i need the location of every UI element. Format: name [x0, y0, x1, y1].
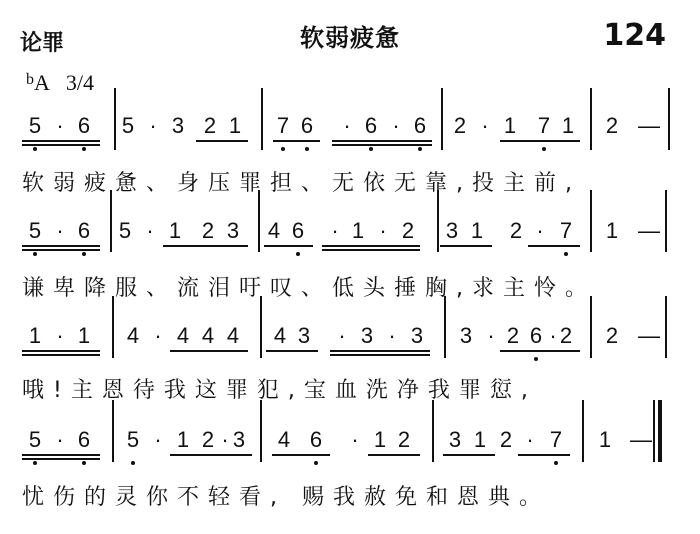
note-digit: 6: [297, 113, 317, 139]
note-digit: 1: [351, 218, 365, 243]
octave-dot-below: [82, 252, 86, 256]
beam-underline: [170, 454, 252, 456]
note-digit: 1: [503, 113, 517, 138]
beam-underline: [322, 245, 420, 247]
note-digit: 4: [267, 218, 281, 243]
beam-underline: [518, 454, 570, 456]
note-digit: 2: [605, 323, 619, 348]
dot-extension: ·: [154, 427, 162, 452]
note-digit: 2: [499, 427, 513, 452]
hymn-title: 软弱疲惫: [300, 24, 400, 52]
beam-underline: [528, 245, 580, 247]
bar-line: [590, 88, 592, 150]
dot-extension: ·: [56, 218, 64, 243]
note-digit: 1: [470, 218, 484, 243]
note-digit: 3: [232, 427, 246, 452]
note-digit: 5: [121, 113, 135, 138]
note-digit: 3: [445, 218, 459, 243]
beam-underline: [196, 140, 248, 142]
beam-underline: [500, 350, 580, 352]
note-digit: 2: [453, 113, 467, 138]
octave-dot-below: [82, 461, 86, 465]
note-digit: 1: [473, 427, 487, 452]
dot-extension: ·: [331, 218, 339, 243]
dot-extension: ·: [392, 113, 400, 138]
octave-dot-below: [305, 147, 309, 151]
note-digit: 1: [228, 113, 242, 138]
octave-dot-below: [554, 461, 558, 465]
dot-extension: ·: [154, 323, 162, 348]
note-digit: 3: [410, 323, 424, 348]
note-digit: 4: [126, 323, 140, 348]
note-digit: 6: [410, 113, 430, 139]
bar-line: [114, 88, 116, 150]
beam-underline: [322, 249, 420, 251]
octave-dot-below: [33, 252, 37, 256]
dash-extension: —: [638, 323, 660, 348]
note-digit: 1: [605, 218, 619, 243]
note-digit: 6: [361, 113, 381, 139]
note-digit: 5: [25, 427, 45, 453]
dash-extension: —: [638, 218, 660, 243]
note-digit: 2: [509, 218, 523, 243]
key-letter: A: [34, 70, 50, 95]
note-digit: 6: [306, 427, 326, 453]
dot-extension: ·: [379, 218, 387, 243]
category-label: 论罪: [20, 31, 65, 56]
octave-dot-below: [542, 147, 546, 151]
octave-dot-below: [564, 252, 568, 256]
note-digit: 4: [201, 323, 215, 348]
lyric-line-1: 软弱疲惫、身压罪担、无依无靠,投主前,: [22, 171, 581, 196]
note-digit: 3: [297, 323, 311, 348]
octave-dot-below: [296, 252, 300, 256]
note-digit: 7: [534, 113, 554, 139]
bar-line: [582, 400, 584, 462]
dot-extension: ·: [146, 218, 154, 243]
note-digit: 7: [546, 427, 566, 453]
flat-symbol: b: [26, 71, 34, 88]
beam-underline: [22, 354, 100, 356]
note-digit: 2: [559, 323, 573, 348]
beam-underline: [22, 454, 100, 456]
beam-underline: [332, 144, 432, 146]
note-digit: 2: [201, 218, 215, 243]
bar-line: [658, 400, 662, 462]
bar-line: [665, 190, 667, 252]
beam-underline: [272, 454, 330, 456]
note-digit: 6: [74, 218, 94, 244]
dash-extension: —: [638, 113, 660, 138]
note-digit: 2: [201, 427, 215, 452]
note-digit: 5: [118, 218, 132, 243]
note-digit: 4: [226, 323, 240, 348]
beam-underline: [266, 350, 318, 352]
bar-line: [112, 296, 114, 358]
octave-dot-below: [418, 147, 422, 151]
note-digit: 7: [556, 218, 576, 244]
note-digit: 4: [277, 427, 291, 452]
bar-line: [665, 296, 667, 358]
dot-extension: ·: [526, 427, 534, 452]
dot-extension: ·: [536, 218, 544, 243]
beam-underline: [273, 140, 320, 142]
dot-extension: ·: [149, 113, 157, 138]
beam-underline: [22, 245, 100, 247]
beam-underline: [264, 245, 313, 247]
note-digit: 6: [74, 113, 94, 139]
lyric-line-2: 谦卑降服、流泪吁叹、低头捶胸,求主怜。: [22, 276, 596, 301]
note-digit: 6: [74, 427, 94, 453]
dot-extension: ·: [343, 113, 351, 138]
bar-line: [260, 400, 262, 462]
octave-dot-below: [281, 147, 285, 151]
dot-extension: ·: [388, 323, 396, 348]
dot-extension: ·: [221, 427, 229, 452]
lyric-line-4: 忧伤的灵你不轻看, 赐我赦免和恩典。: [22, 485, 550, 510]
note-digit: 4: [176, 323, 190, 348]
note-digit: 3: [226, 218, 240, 243]
note-digit: 5: [25, 218, 45, 244]
dot-extension: ·: [56, 323, 64, 348]
octave-dot-below: [314, 461, 318, 465]
note-digit: 4: [273, 323, 287, 348]
beam-underline: [330, 354, 430, 356]
lyric-line-3: 哦!主恩待我这罪犯,宝血洗净我罪愆,: [22, 378, 537, 403]
note-digit: 1: [168, 218, 182, 243]
octave-dot-below: [131, 461, 135, 465]
octave-dot-below: [534, 357, 538, 361]
octave-dot-below: [82, 147, 86, 151]
beam-underline: [22, 458, 100, 460]
beam-underline: [440, 245, 492, 247]
dot-extension: ·: [56, 427, 64, 452]
note-digit: 2: [605, 113, 619, 138]
note-digit: 2: [397, 427, 411, 452]
beam-underline: [22, 249, 100, 251]
beam-underline: [22, 140, 100, 142]
bar-line: [441, 88, 443, 150]
time-signature: 3/4: [65, 70, 95, 95]
note-digit: 6: [288, 218, 308, 244]
key-signature: [26, 70, 94, 96]
note-digit: 5: [25, 113, 45, 139]
final-bar-line: [653, 400, 655, 462]
beam-underline: [443, 454, 495, 456]
bar-line: [432, 400, 434, 462]
note-digit: 3: [459, 323, 473, 348]
octave-dot-below: [369, 147, 373, 151]
note-digit: 1: [176, 427, 190, 452]
beam-underline: [22, 144, 100, 146]
beam-underline: [330, 350, 430, 352]
bar-line: [444, 296, 446, 358]
beam-underline: [22, 350, 100, 352]
dot-extension: ·: [56, 113, 64, 138]
note-digit: 1: [28, 323, 42, 348]
octave-dot-below: [33, 461, 37, 465]
note-digit: 3: [448, 427, 462, 452]
note-digit: 7: [273, 113, 293, 139]
note-digit: 2: [506, 323, 520, 348]
note-digit: 6: [526, 323, 546, 349]
bar-line: [668, 88, 670, 150]
octave-dot-below: [33, 147, 37, 151]
bar-line: [590, 296, 592, 358]
dot-extension: ·: [338, 323, 346, 348]
bar-line: [261, 88, 263, 150]
note-digit: 2: [203, 113, 217, 138]
beam-underline: [368, 454, 420, 456]
dot-extension: ·: [487, 323, 495, 348]
note-digit: 1: [598, 427, 612, 452]
beam-underline: [500, 140, 580, 142]
bar-line: [110, 190, 112, 252]
dot-extension: ·: [351, 427, 359, 452]
note-digit: 3: [360, 323, 374, 348]
note-digit: 2: [401, 218, 415, 243]
beam-underline: [163, 245, 248, 247]
bar-line: [590, 190, 592, 252]
note-digit: 5: [123, 427, 143, 453]
note-digit: 1: [77, 323, 91, 348]
bar-line: [258, 190, 260, 252]
dash-extension: —: [630, 427, 652, 452]
bar-line: [260, 296, 262, 358]
bar-line: [112, 400, 114, 462]
hymn-number: 124: [603, 18, 666, 53]
beam-underline: [332, 140, 432, 142]
note-digit: 1: [373, 427, 387, 452]
bar-line: [437, 190, 439, 252]
dot-extension: ·: [549, 323, 557, 348]
dot-extension: ·: [481, 113, 489, 138]
note-digit: 3: [171, 113, 185, 138]
beam-underline: [170, 350, 248, 352]
note-digit: 1: [561, 113, 575, 138]
